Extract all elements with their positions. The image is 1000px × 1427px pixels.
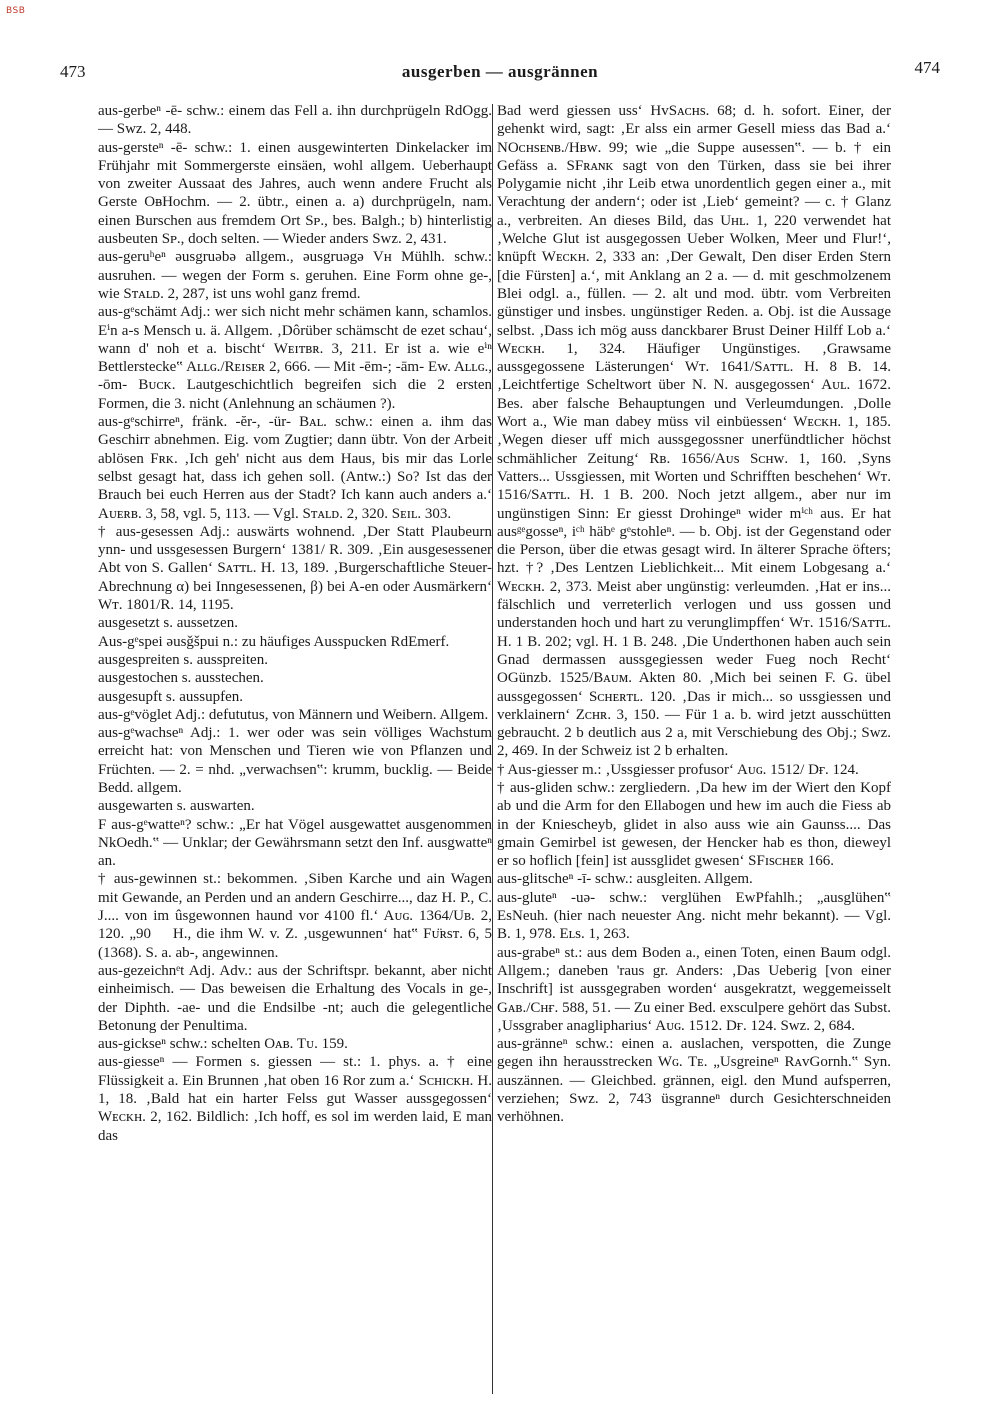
cross-reference: ausgestochen s. ausstechen. — [98, 670, 264, 687]
dictionary-entry: aus-grabeⁿ st.: aus dem Boden a., einen Toten, einen Baum odgl. Allgem.; daneben 'raus gr. Anders: ‚Das Ueberig [von einer Inschrift] ist aussgegraben worden‘ ausgekratzt, weggemeisselt Gᴀʙ./Cʜғ. 588, 51. — Zu einer Bed. exsculpere gehört das Subst. ‚Ussgraber anaglipharius‘ Aᴜɢ. 1512. Dғ. 124. Swz. 2, 684. — [497, 944, 891, 1034]
dictionary-entry: aus-gᵉwachseⁿ Adj.: 1. wer oder was sein völliges Wachstum erreicht hat: von Menschen und Tieren wie von Pflanzen und Früchten. — 2. = nhd. „verwachsen‟: krumm, bucklig. — Beide Bedd. allgem. — [98, 725, 492, 796]
dictionary-entry: † aus-gliden schw.: zergliedern. ‚Da hew im der Wiert den Kopf ab und die Arm for den Ellabogen und hew im auch die Fiess ab in der Kniescheyb, glidet in also auss wie ain Gaunss.... Das gmain Gemirbel ist gewesen, der Hencker hab es thon, dieweyl er so hoflich [fein] ist aussglidet gwesen‘ SFɪsᴄʜᴇʀ 166. — [497, 779, 891, 870]
dictionary-entry: aus-gickseⁿ schw.: schelten Oᴀʙ. Tᴜ. 159. — [98, 1036, 348, 1053]
dictionary-entry: aus-gᵉvöglet Adj.: defututus, von Männern und Weibern. Allgem. — [98, 706, 489, 723]
dictionary-entry: aus-gränneⁿ schw.: einen a. auslachen, verspotten, die Zunge gegen ihn herausstrecken Wɢ. Tᴇ. „Usgreineⁿ RᴀᴠGornh.‟ Syn. auszännen. — Gleichbed. grännen, eigl. den Mund aufsperren, verziehen; Swz. 2, 743 üsgranneⁿ durch Gesichterschneiden verhöhnen. — [497, 1036, 891, 1126]
dictionary-entry: aus-glitscheⁿ -ī- schw.: ausgleiten. Allgem. — [497, 871, 753, 888]
dictionary-entry: aus-gerbeⁿ -ē- schw.: einem das Fell a. ihn durchprügeln RdOgg. — Swz. 2, 448. — [98, 103, 492, 138]
dictionary-entry: aus-gᵉschirreⁿ, fränk. -ĕr-, -ür- Bᴀʟ. schw.: einen a. ihm das Geschirr abnehmen. Eig. vom Zugtier; dann übtr. Von der Arbeit ablösen Fʀᴋ. ‚Ich geh' nicht aus dem Haus, bis mir das Lorle selbst gesagt hat, dass ich gehen soll. (Antw.:) So? Ist das der Brauch bei euch Herren aus der Stadt? Ich kann auch anders a.‘ Aᴜᴇʀʙ. 3, 58, vgl. 5, 113. — Vgl. Sᴛᴀʟᴅ. 2, 320. Sᴇɪʟ. 303. — [98, 414, 492, 522]
dictionary-entry: Bad werd giessen uss‘ HᴠSᴀᴄʜs. 68; d. h. sofort. Einer, der gehenkt wird, sagt: ‚Er alss ein armer Gesell miess das Bad a.‘ NOᴄʜsᴇɴʙ./Hʙᴡ. 99; wie „die Suppe ausessen‟. — b. † ein Gefäss a. SFʀᴀɴᴋ sagt von den Türken, dass sie bei ihrer Polygamie nicht ‚ihr Leib etwa unordentlich gegen einer a., mit Verachtung der andern‘; oder ist ‚Lieb‘ gemeint? — c. † Glanz a., verbreiten. An dieses Bild, das Uʜʟ. 1, 220 verwendet hat ‚Welche Glut ist ausgegossen Ueber Wolken, Meer und Flur!‘, knüpft Wᴇᴄᴋʜ. 2, 333 an: ‚Der Gewalt, Den diser Erden Stern [die Fürsten] a.‘, mit Anklang an 2 a. — d. mit geschmolzenem Blei odgl. a., füllen. — 2. alt und mod. übtr. vom Verbreiten günstiger und insbes. ungünstiger Reden. a. Obj. ist die Aussage selbst. ‚Dass ich mög auss danckbarer Brust Deiner Hilff Lob a.‘ Wᴇᴄᴋʜ. 1, 324. Häufiger Ungünstiges. ‚Grawsame aussgegossene Lästerungen‘ Wᴛ. 1641/Sᴀᴛᴛʟ. H. 8 B. 14. ‚Leichtfertige Scheltwort über N. N. ausgegossen‘ Aᴜʟ. 1672. Bes. aber falsche Behauptungen und Verleumdungen. ‚Dolle Wort a., Wie man dabey müss vil einbüessen‘ Wᴇᴄᴋʜ. 1, 185. ‚Wegen dieser uff mich aussgegossner unerfündtlicher höchst schmählicher Zeitung‘ Rʙ. 1656/Aᴜs Sᴄʜᴡ. 1, 160. ‚Syns Vatters... Ussgiessen, mit Worten und Schrifften beschehen‘ Wᴛ. 1516/Sᴀᴛᴛʟ. H. 1 B. 200. Noch jetzt allgem., aber nur im ungünstigen Sinn: Er giesst Drohingeⁿ wider mⁱᶜʰ aus. Er hat ausᵍᵉgosseⁿ, iᶜʰ häbᵉ gᵉstohleⁿ. — b. Obj. ist der Gegenstand oder die Person, über die etwas gesagt wird. In älterer Sprache öfters; hzt. †? ‚Des Lentzen Lieblichkeit... Mit einem Lobgesang a.‘ Wᴇᴄᴋʜ. 2, 373. Meist aber ungünstig: verleumden. ‚Hat er ins... fälschlich und verreterlich verlogen und uss gossen und understanden hoch und hart zu verunglimpffen‘ Wᴛ. 1516/Sᴀᴛᴛʟ. H. 1 B. 202; vgl. H. 1 B. 248. ‚Die Underthonen haben auch sein Gnad dermassen aussgegiessen weder Fueg noch Recht‘ OGünzb. 1525/Bᴀᴜᴍ. Akten 80. ‚Mich bei seinen F. G. übel aussgegossen‘ Sᴄʜᴇʀᴛʟ. 120. ‚Das ir mich... so ussgiessen und verklainern‘ Zᴄʜʀ. 3, 150. — Für 1 a. b. wird jetzt ausschütten gebraucht. 2 b deutlich aus 2 a, mit Verschiebung des Obj.; Swz. 2, 469. In der Schweiz ist 2 b erhalten. — [497, 103, 891, 760]
dictionary-entry: aus-gezeichnᵉt Adj. Adv.: aus der Schriftspr. bekannt, aber nicht einheimisch. — Das beweisen die Erhaltung des Vocals in ge-, der Diphth. -ae- und die Endsilbe -nt; auch die gelegentliche Betonung der Penultima. — [98, 962, 492, 1034]
cross-reference: ausgespreiten s. ausspreiten. — [98, 651, 268, 668]
dictionary-entry: aus-giesseⁿ — Formen s. giessen — st.: 1. phys. a. † eine Flüssigkeit a. Ein Brunnen ‚hat oben 16 Ror zum a.‘ Sᴄʜɪᴄᴋʜ. H. 1, 18. ‚Bald hat ein harter Felss gut Wasser aussgegossen‘ Wᴇᴄᴋʜ. 2, 162. Bildlich: ‚Ich hoff, es sol im werden laid, E man das — [98, 1054, 492, 1144]
column-divider — [492, 104, 493, 1394]
dictionary-entry: † aus-gesessen Adj.: auswärts wohnend. ‚Der Statt Plaubeurn ynn- und ussgesessen Burgern‘ 1381/ R. 309. ‚Ein ausgesessener Abt von S. Gallen‘ Sᴀᴛᴛʟ. H. 13, 189. ‚Burgerschaftliche Steuer-Abrechnung α) bei Inngesessenen, β) bei A-en oder Ausmärkern‘ Wᴛ. 1801/R. 14, 1195. — [98, 523, 492, 614]
cross-reference: ausgesetzt s. aussetzen. — [98, 615, 238, 632]
right-column — [497, 102, 891, 1402]
running-title: ausgerben — ausgrännen — [401, 62, 599, 81]
cross-reference: ausgesupft s. aussupfen. — [98, 688, 243, 705]
page-number-left: 473 — [60, 62, 86, 81]
dictionary-entry: aus-geruʰeⁿ əusgruəbə allgem., əusgruəgə Vʜ Mühlh. schw.: ausruhen. — wegen der Form s. geruhen. Eine Form ohne ge-, wie Sᴛᴀʟᴅ. 2, 287, ist uns wohl ganz fremd. — [98, 249, 492, 302]
left-column — [98, 102, 492, 1402]
dictionary-entry: aus-gersteⁿ -ē- schw.: 1. einen ausgewinterten Dinkelacker im Frühjahr mit Sommergerste einsäen, wohl allgem. Ueberhaupt von zweiter Aussaat des Jahres, auch wenn andere Frucht als Gerste OᴃHochm. — 2. übtr., einen a. a) durchprügeln, nam. einen Burschen aus fremdem Ort Sᴘ., bes. Balgh.; b) hinterlistig ausbeuten Sᴘ., doch selten. — Wieder anders Swz. 2, 431. — [98, 139, 492, 248]
dictionary-entry: aus-gᵉschämt Adj.: wer sich nicht mehr schämen kann, schamlos. Eⁱn a-s Mensch u. ä. Allgem. ‚Dôrüber schämscht de ezet schau‘, wann d' noh et a. bischt‘ Wᴇɪᴛʙʀ. 3, 211. Er ist a. wie eⁱⁿ Bettlerstecke‟ Aʟʟɢ./Rᴇɪsᴇʀ 2, 666. — Mit -ēm-; -ām- Ew. Aʟʟɢ., -ōm- Bᴜᴄᴋ. Lautgeschichtlich begreifen sich die 2 ersten Formen, die 3. nicht (Anlehnung an schäumen ?). — [98, 304, 492, 412]
dictionary-entry: F aus-gᵉwatteⁿ? schw.: „Er hat Vögel ausgewattet ausgenommen NkOedh.‟ — Unklar; der Gewährsmann setzt den Inf. ausgwatteⁿ an. — [98, 816, 492, 870]
dictionary-entry: † Aus-giesser m.: ‚Ussgiesser profusor‘ Aᴜɢ. 1512/ Dғ. 124. — [497, 761, 859, 778]
dictionary-entry: Aus-gᵉspei əusǧšpui n.: zu häufiges Ausspucken RdEmerf. — [98, 633, 450, 650]
cross-reference: ausgewarten s. auswarten. — [98, 798, 255, 815]
dictionary-entry: aus-gluteⁿ -uə- schw.: verglühen EwPfahlh.; „ausglühen‟ EsNeuh. (hier nach neuester Ang. nicht mehr bekannt). — Vgl. B. 1, 978. Eʟs. 1, 263. — [497, 889, 891, 943]
page-number-right: 474 — [914, 58, 940, 77]
dictionary-entry: † aus-gewinnen st.: bekommen. ‚Siben Karche und ain Wagen mit Gewande, an Perden und an andern Geschirre..., daz H. P., C. J.... von im ûsgewonnen haund vor 4100 fl.‘ Aᴜɢ. 1364/Uʙ. 2, 120. „90 ᷣ H., die ihm W. v. Z. ‚usgewunnen‘ hat‟ Fᴜ̈ʀsᴛ. 6, 5 (1368). S. a. ab-, angewinnen. — [98, 871, 492, 961]
page-header — [60, 58, 940, 88]
library-stamp: BSB — [6, 6, 26, 16]
